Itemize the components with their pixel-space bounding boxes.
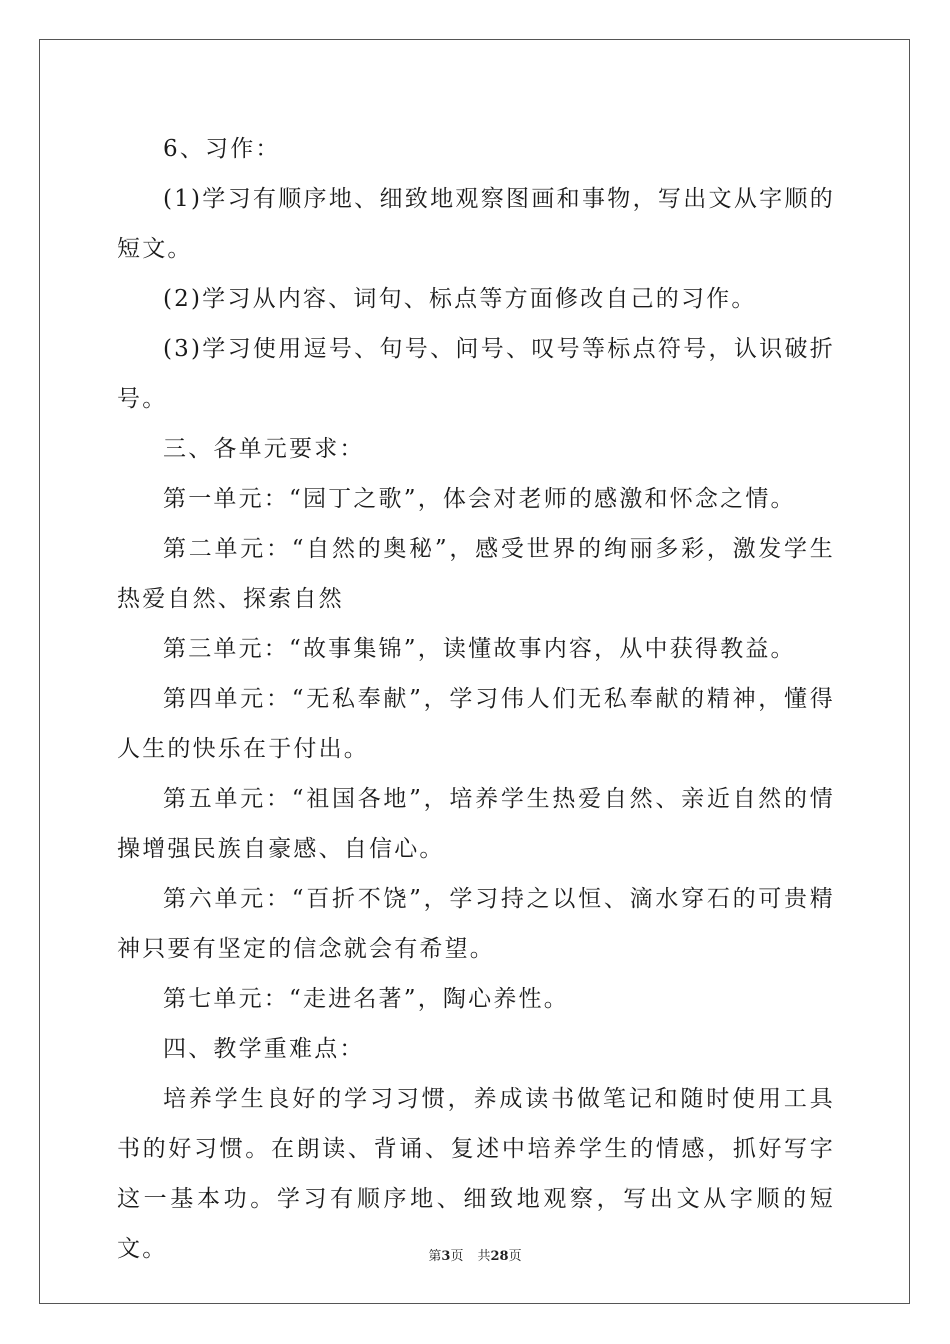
paragraph-unit-4: 第四单元：“无私奉献”，学习伟人们无私奉献的精神，懂得人生的快乐在于付出。 [117,686,835,762]
paragraph-unit-5: 第五单元：“祖国各地”，培养学生热爱自然、亲近自然的情操增强民族自豪感、自信心。 [117,786,835,862]
paragraph-unit-7: 第七单元：“走进名著”，陶心养性。 [163,986,569,1012]
footer-page-total: 28 [490,1249,509,1264]
page-footer [0,1245,950,1264]
paragraph-key-points: 培养学生良好的学习习惯，养成读书做笔记和随时使用工具书的好习惯。在朗读、背诵、复述中培养学生的情感，抓好写字这一基本功。学习有顺序地、细致地观察，写出文从字顺的短文。 [117,1086,835,1262]
paragraph-unit-3: 第三单元：“故事集锦”，读懂故事内容，从中获得教益。 [163,636,796,662]
paragraph-writing-1: (1)学习有顺序地、细致地观察图画和事物，写出文从字顺的短文。 [117,186,835,262]
paragraph-unit-6: 第六单元：“百折不饶”，学习持之以恒、滴水穿石的可贵精神只要有坚定的信念就会有希望。 [117,886,835,962]
paragraph-unit-1: 第一单元：“园丁之歌”，体会对老师的感激和怀念之情。 [163,486,796,512]
paragraph-writing-3: (3)学习使用逗号、句号、问号、叹号等标点符号，认识破折号。 [117,336,835,412]
heading-unit-requirements: 三、各单元要求： [163,436,365,462]
footer-total-suffix: 页 [508,1249,522,1264]
document-body [117,124,835,1274]
paragraph-writing-2: (2)学习从内容、词句、标点等方面修改自己的习作。 [163,286,757,312]
footer-page-suffix: 页 [450,1249,464,1264]
heading-writing: 6、习作： [163,136,281,162]
footer-total-prefix: 共 [477,1249,491,1264]
paragraph-unit-2: 第二单元：“自然的奥秘”，感受世界的绚丽多彩，激发学生热爱自然、探索自然 [117,536,835,612]
footer-page-prefix: 第 [428,1249,442,1264]
footer-page-current: 3 [441,1249,451,1264]
heading-key-points: 四、教学重难点： [163,1036,365,1062]
